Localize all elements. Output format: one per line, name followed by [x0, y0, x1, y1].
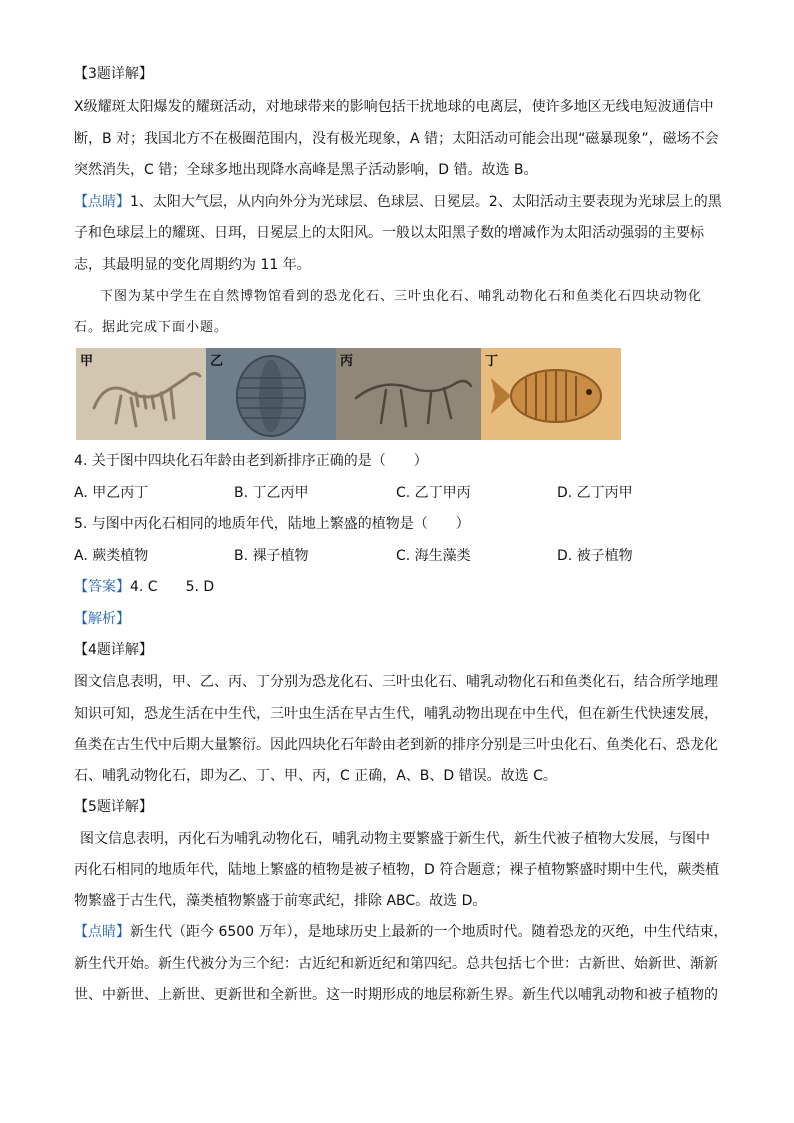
paragraph-line: 鱼类在古生代中后期大量繁衍。因此四块化石年龄由老到新的排序分别是三叶虫化石、鱼类化石、恐龙化 — [74, 737, 718, 753]
question-4-option-b[interactable]: B. 丁乙丙甲 — [234, 485, 309, 501]
question-4-stem: 4. 关于图中四块化石年龄由老到新排序正确的是（ ） — [74, 453, 428, 469]
section-header-q3: 【3题详解】 — [74, 66, 153, 82]
answer-label: 【答案】 — [74, 579, 130, 595]
fossil-label-bing: 丙 — [340, 354, 354, 369]
section-header-q5: 【5题详解】 — [74, 799, 153, 815]
question-5-option-a[interactable]: A. 蕨类植物 — [74, 548, 149, 564]
answer-line — [74, 577, 214, 597]
paragraph-line: 图文信息表明，丙化石为哺乳动物化石，哺乳动物主要繁盛于新生代，新生代被子植物大发展，与图中 — [80, 831, 710, 847]
fish-fossil-image — [481, 348, 621, 440]
tip-paragraph — [74, 192, 722, 212]
paragraph-line: 断，B 对；我国北方不在极圈范围内，没有极光现象，A 错；太阳活动可能会出现“磁暴现象”，磁场不会 — [74, 131, 719, 147]
question-4-option-a[interactable]: A. 甲乙丙丁 — [74, 485, 149, 501]
tip-label: 【点睛】 — [74, 924, 130, 940]
tip-paragraph — [74, 922, 728, 942]
tip-text: 1、太阳大气层，从内向外分为光球层、色球层、日冕层。2、太阳活动主要表现为光球层上的黑 — [130, 194, 722, 210]
question-5-stem: 5. 与图中丙化石相同的地质年代，陆地上繁盛的植物是（ ） — [74, 516, 470, 532]
dinosaur-fossil-image — [76, 348, 206, 440]
paragraph-line: 图文信息表明，甲、乙、丙、丁分别为恐龙化石、三叶虫化石、哺乳动物化石和鱼类化石，结合所学地理 — [74, 674, 718, 690]
question-5-option-d[interactable]: D. 被子植物 — [557, 548, 633, 564]
mammal-fossil-image — [336, 348, 481, 440]
paragraph-line: 知识可知，恐龙生活在中生代，三叶虫生活在早古生代，哺乳动物出现在中生代，但在新生代快速发展， — [74, 706, 718, 722]
question-5-option-c[interactable]: C. 海生藻类 — [396, 548, 471, 564]
intro-line: 下图为某中学生在自然博物馆看到的恐龙化石、三叶虫化石、哺乳动物化石和鱼类化石四块动物化 — [100, 289, 703, 304]
fossil-label-yi: 乙 — [210, 354, 224, 369]
paragraph-line: 石、哺乳动物化石，即为乙、丁、甲、丙，C 正确，A、B、D 错误。故选 C。 — [74, 768, 557, 784]
paragraph-line: 物繁盛于古生代，藻类植物繁盛于前寒武纪，排除 ABC。故选 D。 — [74, 893, 487, 909]
paragraph-line: 新生代开始。新生代被分为三个纪：古近纪和新近纪和第四纪。总共包括七个世：古新世、始新世、渐新 — [74, 956, 718, 972]
fossil-label-jia: 甲 — [80, 354, 94, 369]
fossil-figure — [76, 348, 621, 440]
tip-text: 新生代（距今 6500 万年），是地球历史上最新的一个地质时代。随着恐龙的灭绝，中生代结束， — [130, 924, 728, 940]
fossil-label-ding: 丁 — [485, 354, 499, 369]
paragraph-line: 突然消失，C 错；全球多地出现降水高峰是黑子活动影响，D 错。故选 B。 — [74, 162, 538, 178]
question-4-option-d[interactable]: D. 乙丁丙甲 — [557, 485, 633, 501]
paragraph-line: 子和色球层上的耀斑、日珥，日冕层上的太阳风。一般以太阳黑子数的增减作为太阳活动强弱的主要标 — [74, 225, 704, 241]
analysis-label: 【解析】 — [74, 611, 130, 627]
question-4-option-c[interactable]: C. 乙丁甲丙 — [396, 485, 471, 501]
paragraph-line: 志，其最明显的变化周期约为 11 年。 — [74, 257, 311, 273]
trilobite-fossil-image — [206, 348, 336, 440]
paragraph-line: X级耀斑太阳爆发的耀斑活动，对地球带来的影响包括干扰地球的电离层，使许多地区无线电短波通信中 — [74, 99, 714, 115]
question-5-option-b[interactable]: B. 裸子植物 — [234, 548, 309, 564]
paragraph-line: 世、中新世、上新世、更新世和全新世。这一时期形成的地层称新生界。新生代以哺乳动物和被子植物的 — [74, 987, 718, 1003]
answer-text: 4. C 5. D — [130, 579, 215, 595]
section-header-q4: 【4题详解】 — [74, 642, 153, 658]
paragraph-line: 丙化石相同的地质年代，陆地上繁盛的植物是被子植物，D 符合题意；裸子植物繁盛时期中生代，蕨类植 — [74, 862, 720, 878]
intro-line: 石。据此完成下面小题。 — [74, 320, 229, 335]
tip-label: 【点睛】 — [74, 194, 130, 210]
